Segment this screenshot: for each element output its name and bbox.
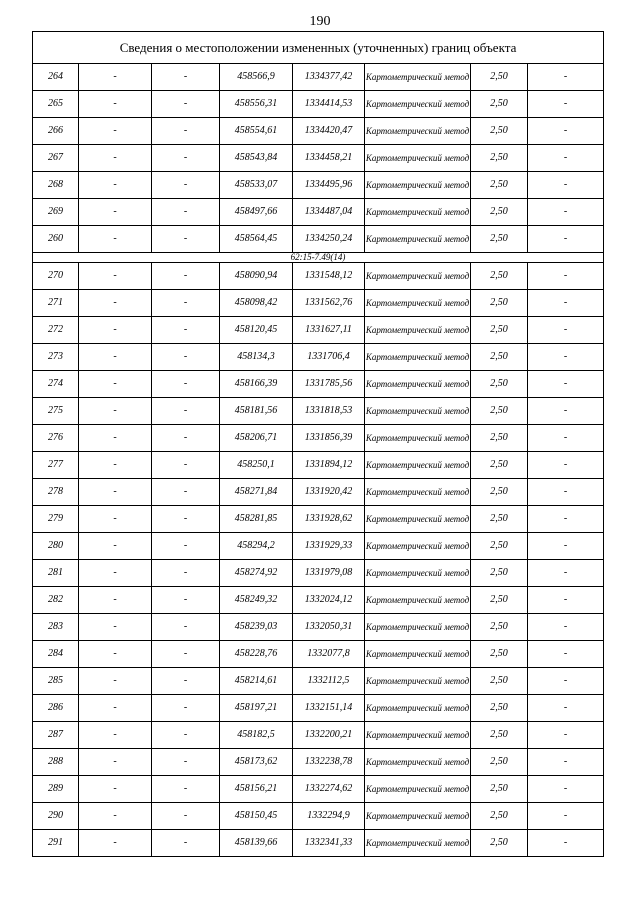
- cell-coord-y: 1331928,62: [293, 506, 365, 533]
- cell-coord-y: 1334377,42: [293, 64, 365, 91]
- cell-coord-x: 458173,62: [220, 749, 293, 776]
- cell-accuracy: 2,50: [471, 776, 528, 803]
- cell-coord-x: 458156,21: [220, 776, 293, 803]
- cell-old-y: -: [152, 479, 220, 506]
- cell-coord-y: 1332112,5: [293, 668, 365, 695]
- cell-description: -: [528, 506, 604, 533]
- cell-old-y: -: [152, 749, 220, 776]
- cell-method: Картометрический метод: [365, 641, 471, 668]
- cell-accuracy: 2,50: [471, 803, 528, 830]
- cell-description: -: [528, 695, 604, 722]
- cell-accuracy: 2,50: [471, 533, 528, 560]
- cell-old-y: -: [152, 803, 220, 830]
- cell-coord-y: 1332050,31: [293, 614, 365, 641]
- cell-coord-y: 1331548,12: [293, 263, 365, 290]
- cell-coord-y: 1331856,39: [293, 425, 365, 452]
- cell-coord-x: 458239,03: [220, 614, 293, 641]
- cell-point-number: 274: [33, 371, 79, 398]
- cell-point-number: 283: [33, 614, 79, 641]
- cell-coord-y: 1334495,96: [293, 172, 365, 199]
- cell-old-y: -: [152, 226, 220, 253]
- table-row: [33, 452, 604, 479]
- table-row: [33, 560, 604, 587]
- cell-method: Картометрический метод: [365, 199, 471, 226]
- cell-accuracy: 2,50: [471, 199, 528, 226]
- cell-point-number: 271: [33, 290, 79, 317]
- cell-old-x: -: [79, 587, 152, 614]
- cell-old-x: -: [79, 776, 152, 803]
- cell-coord-y: 1331894,12: [293, 452, 365, 479]
- table-title: Сведения о местоположении измененных (уточненных) границ объекта: [33, 32, 604, 64]
- cell-coord-y: 1331920,42: [293, 479, 365, 506]
- cell-coord-y: 1331785,56: [293, 371, 365, 398]
- cell-method: Картометрический метод: [365, 452, 471, 479]
- cell-old-y: -: [152, 199, 220, 226]
- cell-old-y: -: [152, 722, 220, 749]
- cell-description: -: [528, 317, 604, 344]
- table-row: [33, 587, 604, 614]
- cell-coord-y: 1334420,47: [293, 118, 365, 145]
- cell-point-number: 276: [33, 425, 79, 452]
- cell-point-number: 267: [33, 145, 79, 172]
- cell-accuracy: 2,50: [471, 118, 528, 145]
- cell-point-number: 264: [33, 64, 79, 91]
- cell-old-y: -: [152, 614, 220, 641]
- cell-description: -: [528, 668, 604, 695]
- cell-old-y: -: [152, 344, 220, 371]
- cell-method: Картометрический метод: [365, 506, 471, 533]
- cell-description: -: [528, 118, 604, 145]
- cell-accuracy: 2,50: [471, 317, 528, 344]
- cell-description: -: [528, 226, 604, 253]
- table-row: [33, 776, 604, 803]
- cell-old-y: -: [152, 317, 220, 344]
- table-row: [33, 533, 604, 560]
- table-row: [33, 695, 604, 722]
- cell-point-number: 281: [33, 560, 79, 587]
- cell-method: Картометрический метод: [365, 344, 471, 371]
- cell-old-x: -: [79, 226, 152, 253]
- cell-accuracy: 2,50: [471, 695, 528, 722]
- cell-point-number: 287: [33, 722, 79, 749]
- cell-point-number: 291: [33, 830, 79, 857]
- cell-method: Картометрический метод: [365, 145, 471, 172]
- cell-point-number: 278: [33, 479, 79, 506]
- cell-description: -: [528, 614, 604, 641]
- cell-coord-x: 458271,84: [220, 479, 293, 506]
- group-label: 62:15-7.49(14): [33, 253, 604, 263]
- cell-old-y: -: [152, 533, 220, 560]
- cell-old-x: -: [79, 695, 152, 722]
- cell-coord-x: 458249,32: [220, 587, 293, 614]
- table-row: [33, 803, 604, 830]
- cell-accuracy: 2,50: [471, 560, 528, 587]
- cell-coord-x: 458197,21: [220, 695, 293, 722]
- cell-old-y: -: [152, 560, 220, 587]
- cell-description: -: [528, 803, 604, 830]
- cell-coord-y: 1331818,53: [293, 398, 365, 425]
- table-row: [33, 668, 604, 695]
- cell-coord-x: 458182,5: [220, 722, 293, 749]
- cell-coord-x: 458554,61: [220, 118, 293, 145]
- cell-coord-x: 458090,94: [220, 263, 293, 290]
- cell-point-number: 273: [33, 344, 79, 371]
- cell-description: -: [528, 641, 604, 668]
- cell-description: -: [528, 91, 604, 118]
- cell-accuracy: 2,50: [471, 749, 528, 776]
- table-row: [33, 172, 604, 199]
- cell-point-number: 286: [33, 695, 79, 722]
- cell-old-y: -: [152, 830, 220, 857]
- cell-accuracy: 2,50: [471, 830, 528, 857]
- cell-method: Картометрический метод: [365, 479, 471, 506]
- cell-coord-y: 1334250,24: [293, 226, 365, 253]
- table-row: [33, 317, 604, 344]
- cell-method: Картометрический метод: [365, 91, 471, 118]
- cell-old-x: -: [79, 749, 152, 776]
- cell-method: Картометрический метод: [365, 587, 471, 614]
- cell-method: Картометрический метод: [365, 614, 471, 641]
- cell-coord-y: 1331979,08: [293, 560, 365, 587]
- cell-old-y: -: [152, 506, 220, 533]
- cell-method: Картометрический метод: [365, 317, 471, 344]
- cell-point-number: 275: [33, 398, 79, 425]
- table-row: [33, 425, 604, 452]
- cell-coord-x: 458120,45: [220, 317, 293, 344]
- cell-coord-y: 1331929,33: [293, 533, 365, 560]
- cell-accuracy: 2,50: [471, 506, 528, 533]
- cell-old-y: -: [152, 118, 220, 145]
- cell-old-y: -: [152, 263, 220, 290]
- cell-coord-x: 458134,3: [220, 344, 293, 371]
- table-row: [33, 749, 604, 776]
- table-row: [33, 64, 604, 91]
- cell-accuracy: 2,50: [471, 668, 528, 695]
- cell-old-y: -: [152, 290, 220, 317]
- cell-description: -: [528, 452, 604, 479]
- cell-coord-y: 1331627,11: [293, 317, 365, 344]
- cell-method: Картометрический метод: [365, 398, 471, 425]
- cell-method: Картометрический метод: [365, 533, 471, 560]
- cell-description: -: [528, 64, 604, 91]
- cell-method: Картометрический метод: [365, 830, 471, 857]
- table-row: [33, 641, 604, 668]
- cell-coord-x: 458497,66: [220, 199, 293, 226]
- cell-old-x: -: [79, 668, 152, 695]
- cell-old-x: -: [79, 172, 152, 199]
- cell-coord-y: 1332274,62: [293, 776, 365, 803]
- cell-coord-x: 458564,45: [220, 226, 293, 253]
- cell-old-x: -: [79, 452, 152, 479]
- cell-coord-y: 1334414,53: [293, 91, 365, 118]
- cell-old-x: -: [79, 344, 152, 371]
- cell-method: Картометрический метод: [365, 722, 471, 749]
- cell-old-x: -: [79, 398, 152, 425]
- cell-old-y: -: [152, 668, 220, 695]
- cell-old-y: -: [152, 452, 220, 479]
- cell-method: Картометрический метод: [365, 371, 471, 398]
- cell-description: -: [528, 533, 604, 560]
- cell-coord-x: 458214,61: [220, 668, 293, 695]
- page-number: 190: [309, 14, 331, 29]
- cell-old-x: -: [79, 830, 152, 857]
- table-title-row: [33, 32, 604, 64]
- cell-accuracy: 2,50: [471, 263, 528, 290]
- cell-method: Картометрический метод: [365, 172, 471, 199]
- cell-coord-x: 458566,9: [220, 64, 293, 91]
- cell-method: Картометрический метод: [365, 64, 471, 91]
- table-row: [33, 263, 604, 290]
- cell-accuracy: 2,50: [471, 587, 528, 614]
- cell-description: -: [528, 290, 604, 317]
- cell-coord-x: 458543,84: [220, 145, 293, 172]
- cell-point-number: 280: [33, 533, 79, 560]
- boundary-points-table: [32, 31, 604, 857]
- table-row: [33, 398, 604, 425]
- cell-coord-y: 1331562,76: [293, 290, 365, 317]
- cell-coord-y: 1332341,33: [293, 830, 365, 857]
- cell-point-number: 269: [33, 199, 79, 226]
- cell-description: -: [528, 830, 604, 857]
- cell-coord-x: 458150,45: [220, 803, 293, 830]
- cell-coord-y: 1332151,14: [293, 695, 365, 722]
- cell-method: Картометрический метод: [365, 263, 471, 290]
- cell-old-x: -: [79, 722, 152, 749]
- cell-point-number: 284: [33, 641, 79, 668]
- cell-old-y: -: [152, 776, 220, 803]
- cell-point-number: 272: [33, 317, 79, 344]
- cell-description: -: [528, 722, 604, 749]
- cell-coord-x: 458181,56: [220, 398, 293, 425]
- cell-point-number: 290: [33, 803, 79, 830]
- cell-old-x: -: [79, 290, 152, 317]
- cell-old-x: -: [79, 425, 152, 452]
- cell-old-y: -: [152, 641, 220, 668]
- cell-accuracy: 2,50: [471, 64, 528, 91]
- table-row: [33, 344, 604, 371]
- cell-description: -: [528, 749, 604, 776]
- cell-old-x: -: [79, 614, 152, 641]
- cell-old-y: -: [152, 587, 220, 614]
- cell-point-number: 279: [33, 506, 79, 533]
- cell-description: -: [528, 145, 604, 172]
- cell-method: Картометрический метод: [365, 776, 471, 803]
- cell-coord-x: 458533,07: [220, 172, 293, 199]
- cell-description: -: [528, 398, 604, 425]
- cell-coord-y: 1332024,12: [293, 587, 365, 614]
- cell-old-x: -: [79, 317, 152, 344]
- cell-description: -: [528, 371, 604, 398]
- cell-method: Картометрический метод: [365, 560, 471, 587]
- table-row: [33, 479, 604, 506]
- cell-accuracy: 2,50: [471, 371, 528, 398]
- cell-old-x: -: [79, 145, 152, 172]
- cell-method: Картометрический метод: [365, 425, 471, 452]
- table-row: [33, 118, 604, 145]
- table-row: [33, 199, 604, 226]
- cell-old-x: -: [79, 803, 152, 830]
- cell-accuracy: 2,50: [471, 226, 528, 253]
- cell-accuracy: 2,50: [471, 172, 528, 199]
- cell-old-x: -: [79, 263, 152, 290]
- cell-method: Картометрический метод: [365, 226, 471, 253]
- cell-old-x: -: [79, 64, 152, 91]
- cell-coord-y: 1332200,21: [293, 722, 365, 749]
- cell-old-y: -: [152, 172, 220, 199]
- cell-method: Картометрический метод: [365, 803, 471, 830]
- cell-coord-x: 458274,92: [220, 560, 293, 587]
- cell-old-x: -: [79, 506, 152, 533]
- cell-description: -: [528, 479, 604, 506]
- cell-old-x: -: [79, 371, 152, 398]
- cell-description: -: [528, 425, 604, 452]
- table-row: [33, 614, 604, 641]
- cell-accuracy: 2,50: [471, 344, 528, 371]
- cell-coord-x: 458250,1: [220, 452, 293, 479]
- cell-method: Картометрический метод: [365, 695, 471, 722]
- cell-old-x: -: [79, 118, 152, 145]
- table-row: [33, 371, 604, 398]
- cell-point-number: 266: [33, 118, 79, 145]
- cell-coord-x: 458098,42: [220, 290, 293, 317]
- table-row: [33, 145, 604, 172]
- cell-accuracy: 2,50: [471, 479, 528, 506]
- cell-description: -: [528, 587, 604, 614]
- group-header-row: [33, 253, 604, 263]
- cell-accuracy: 2,50: [471, 145, 528, 172]
- cell-accuracy: 2,50: [471, 425, 528, 452]
- cell-point-number: 277: [33, 452, 79, 479]
- cell-point-number: 265: [33, 91, 79, 118]
- cell-coord-x: 458556,31: [220, 91, 293, 118]
- cell-accuracy: 2,50: [471, 290, 528, 317]
- cell-coord-y: 1332077,8: [293, 641, 365, 668]
- cell-coord-y: 1332294,9: [293, 803, 365, 830]
- cell-description: -: [528, 199, 604, 226]
- cell-coord-x: 458206,71: [220, 425, 293, 452]
- cell-accuracy: 2,50: [471, 614, 528, 641]
- cell-old-x: -: [79, 641, 152, 668]
- cell-point-number: 289: [33, 776, 79, 803]
- cell-coord-x: 458139,66: [220, 830, 293, 857]
- cell-method: Картометрический метод: [365, 290, 471, 317]
- cell-description: -: [528, 344, 604, 371]
- cell-old-y: -: [152, 64, 220, 91]
- cell-old-x: -: [79, 91, 152, 118]
- cell-accuracy: 2,50: [471, 641, 528, 668]
- table-row: [33, 722, 604, 749]
- cell-description: -: [528, 560, 604, 587]
- cell-method: Картометрический метод: [365, 749, 471, 776]
- cell-point-number: 270: [33, 263, 79, 290]
- cell-point-number: 288: [33, 749, 79, 776]
- table-row: [33, 290, 604, 317]
- cell-accuracy: 2,50: [471, 91, 528, 118]
- table-row: [33, 91, 604, 118]
- cell-accuracy: 2,50: [471, 452, 528, 479]
- cell-point-number: 285: [33, 668, 79, 695]
- cell-old-x: -: [79, 533, 152, 560]
- cell-coord-y: 1332238,78: [293, 749, 365, 776]
- cell-old-y: -: [152, 371, 220, 398]
- cell-old-y: -: [152, 91, 220, 118]
- table-row: [33, 830, 604, 857]
- cell-coord-x: 458166,39: [220, 371, 293, 398]
- cell-old-x: -: [79, 560, 152, 587]
- cell-description: -: [528, 263, 604, 290]
- cell-description: -: [528, 776, 604, 803]
- cell-accuracy: 2,50: [471, 398, 528, 425]
- cell-old-y: -: [152, 425, 220, 452]
- table-row: [33, 226, 604, 253]
- cell-old-x: -: [79, 199, 152, 226]
- cell-old-x: -: [79, 479, 152, 506]
- table-row: [33, 506, 604, 533]
- cell-method: Картометрический метод: [365, 668, 471, 695]
- cell-point-number: 282: [33, 587, 79, 614]
- cell-coord-x: 458294,2: [220, 533, 293, 560]
- cell-coord-x: 458228,76: [220, 641, 293, 668]
- cell-old-y: -: [152, 145, 220, 172]
- cell-coord-x: 458281,85: [220, 506, 293, 533]
- cell-point-number: 268: [33, 172, 79, 199]
- cell-old-y: -: [152, 398, 220, 425]
- cell-coord-y: 1331706,4: [293, 344, 365, 371]
- cell-accuracy: 2,50: [471, 722, 528, 749]
- cell-point-number: 260: [33, 226, 79, 253]
- cell-description: -: [528, 172, 604, 199]
- cell-coord-y: 1334487,04: [293, 199, 365, 226]
- cell-old-y: -: [152, 695, 220, 722]
- cell-coord-y: 1334458,21: [293, 145, 365, 172]
- cell-method: Картометрический метод: [365, 118, 471, 145]
